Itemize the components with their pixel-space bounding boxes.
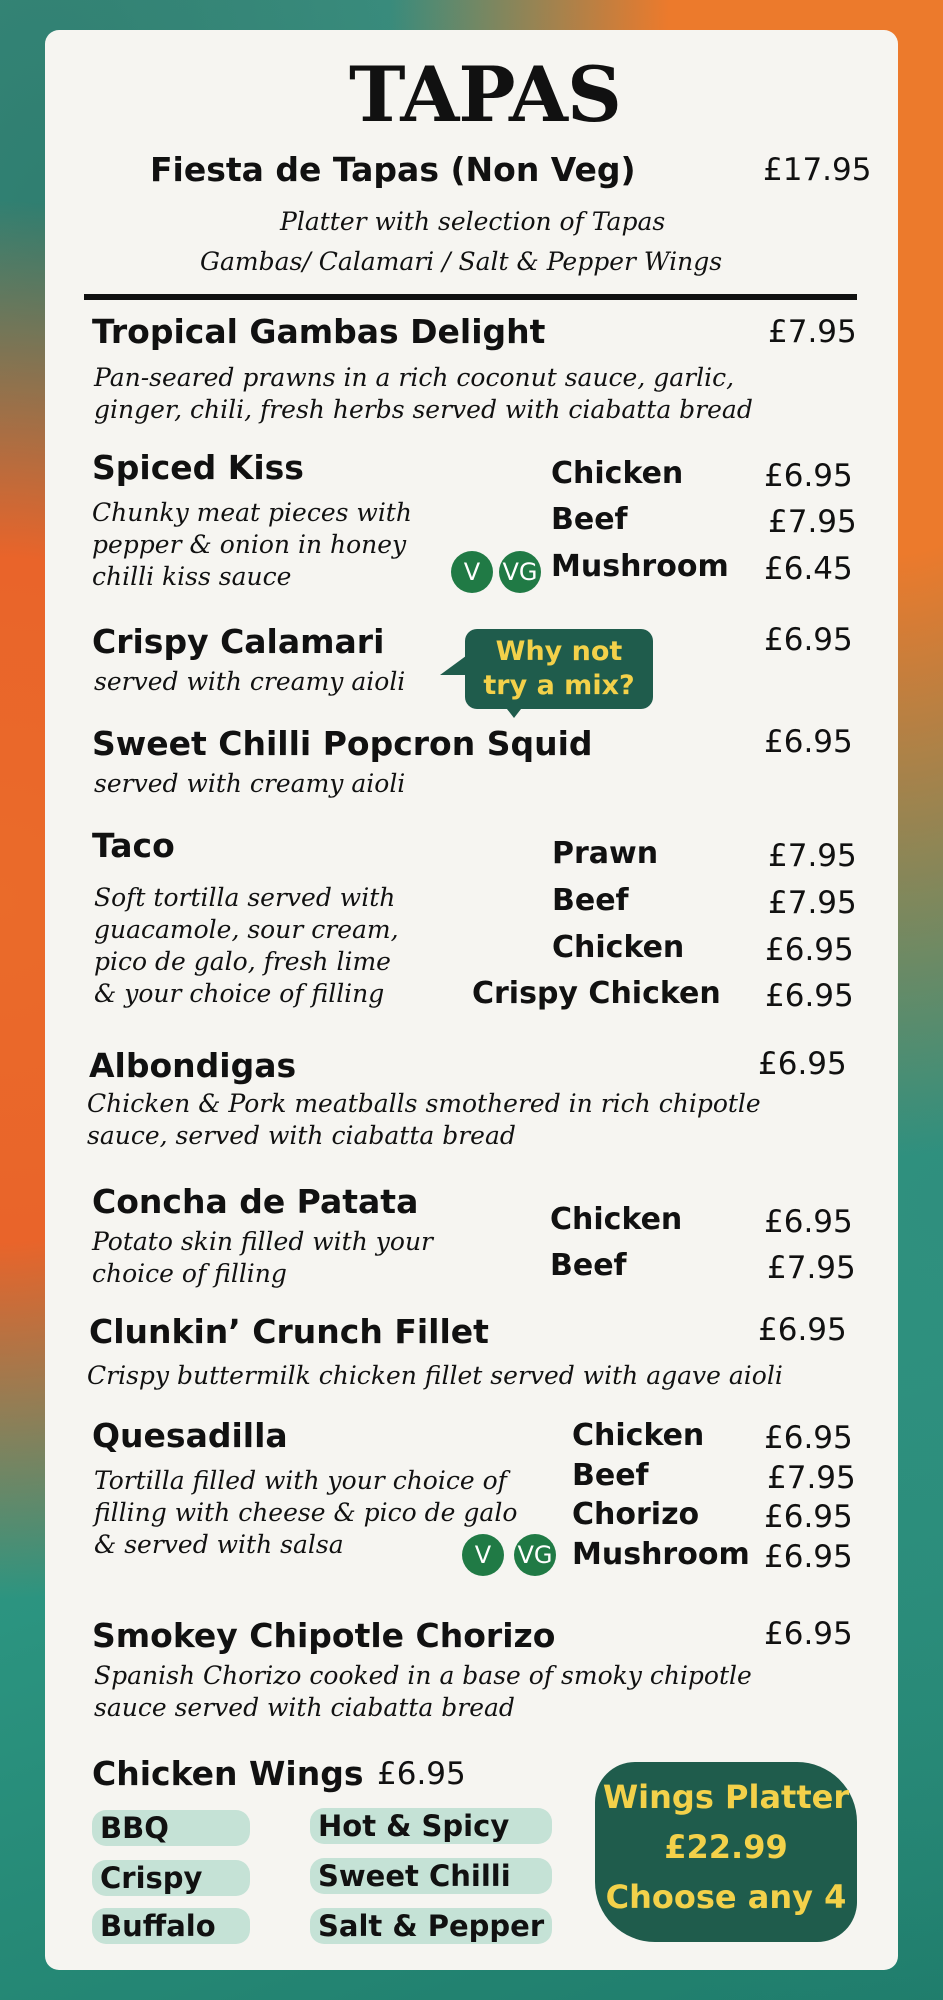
bubble-line-1: Why not bbox=[495, 636, 623, 667]
chorizo-price: £6.95 bbox=[764, 1616, 853, 1652]
concha-option-price: £6.95 bbox=[764, 1204, 853, 1240]
fiesta-name: Fiesta de Tapas (Non Veg) bbox=[150, 150, 636, 189]
gambas-name: Tropical Gambas Delight bbox=[92, 312, 546, 351]
concha-desc-1: Potato skin filled with your bbox=[92, 1227, 434, 1256]
quesadilla-option-price: £6.95 bbox=[764, 1499, 853, 1535]
wings-name: Chicken Wings bbox=[92, 1754, 364, 1793]
taco-desc-3: pico de galo, fresh lime bbox=[94, 947, 391, 976]
quesadilla-desc-1: Tortilla filled with your choice of bbox=[94, 1466, 507, 1495]
taco-option-price: £7.95 bbox=[768, 885, 857, 921]
quesadilla-option-price: £7.95 bbox=[767, 1460, 856, 1496]
calamari-desc: served with creamy aioli bbox=[94, 667, 406, 696]
wings-price: £6.95 bbox=[377, 1756, 466, 1792]
spiced-desc-1: Chunky meat pieces with bbox=[92, 498, 412, 527]
concha-option-label: Beef bbox=[550, 1248, 627, 1283]
calamari-name: Crispy Calamari bbox=[92, 622, 385, 661]
chorizo-desc-1: Spanish Chorizo cooked in a base of smoky chipotle bbox=[94, 1661, 752, 1690]
quesadilla-option-price: £6.95 bbox=[764, 1420, 853, 1456]
divider bbox=[84, 294, 857, 300]
quesadilla-option-label: Chicken bbox=[572, 1418, 705, 1453]
mix-speech-bubble bbox=[465, 629, 653, 709]
taco-option-price: £7.95 bbox=[768, 838, 857, 874]
wings-flavour: Salt & Pepper bbox=[310, 1908, 552, 1944]
taco-name: Taco bbox=[92, 826, 175, 865]
spiced-option-price: £6.45 bbox=[764, 551, 853, 587]
quesadilla-option-label: Mushroom bbox=[572, 1537, 750, 1572]
taco-option-price: £6.95 bbox=[765, 978, 854, 1014]
bubble-line-2: try a mix? bbox=[483, 670, 635, 701]
spiced-name: Spiced Kiss bbox=[92, 448, 304, 487]
taco-option-label: Chicken bbox=[552, 930, 685, 965]
vegan-badge: VG bbox=[499, 551, 541, 593]
spiced-option-label: Mushroom bbox=[551, 549, 729, 584]
quesadilla-desc-3: & served with salsa bbox=[94, 1530, 344, 1559]
taco-option-label: Prawn bbox=[552, 836, 659, 871]
squid-desc: served with creamy aioli bbox=[94, 769, 406, 798]
clunkin-price: £6.95 bbox=[758, 1312, 847, 1348]
taco-option-label: Beef bbox=[552, 883, 629, 918]
wings-platter-box bbox=[595, 1762, 857, 1942]
albondigas-name: Albondigas bbox=[89, 1046, 297, 1085]
quesadilla-name: Quesadilla bbox=[92, 1416, 288, 1455]
fiesta-desc-1: Platter with selection of Tapas bbox=[280, 207, 666, 236]
platter-line-3: Choose any 4 bbox=[605, 1878, 847, 1916]
calamari-price: £6.95 bbox=[764, 622, 853, 658]
quesadilla-option-label: Beef bbox=[572, 1458, 649, 1493]
gambas-desc-1: Pan-seared prawns in a rich coconut sauce, garlic, bbox=[94, 363, 735, 392]
taco-option-label: Crispy Chicken bbox=[472, 976, 721, 1011]
wings-flavour: Sweet Chilli bbox=[310, 1858, 552, 1894]
clunkin-desc: Crispy buttermilk chicken fillet served with agave aioli bbox=[87, 1361, 783, 1390]
taco-desc-1: Soft tortilla served with bbox=[94, 883, 396, 912]
chorizo-name: Smokey Chipotle Chorizo bbox=[92, 1616, 556, 1655]
fiesta-desc-2: Gambas/ Calamari / Salt & Pepper Wings bbox=[200, 247, 723, 276]
squid-price: £6.95 bbox=[764, 724, 853, 760]
wings-flavour: Crispy bbox=[92, 1860, 250, 1896]
concha-option-label: Chicken bbox=[550, 1202, 683, 1237]
wings-flavour: Hot & Spicy bbox=[310, 1808, 552, 1844]
taco-option-price: £6.95 bbox=[765, 932, 854, 968]
platter-line-1: Wings Platter bbox=[602, 1778, 850, 1816]
vegetarian-badge: V bbox=[462, 1534, 504, 1576]
vegan-badge: VG bbox=[514, 1534, 556, 1576]
vegetarian-badge: V bbox=[451, 551, 493, 593]
concha-option-price: £7.95 bbox=[767, 1250, 856, 1286]
chorizo-desc-2: sauce served with ciabatta bread bbox=[94, 1693, 515, 1722]
platter-price: £22.99 bbox=[664, 1828, 788, 1866]
spiced-option-price: £6.95 bbox=[764, 458, 853, 494]
taco-desc-2: guacamole, sour cream, bbox=[94, 915, 399, 944]
gambas-desc-2: ginger, chili, fresh herbs served with ciabatta bread bbox=[94, 395, 753, 424]
taco-desc-4: & your choice of filling bbox=[94, 979, 385, 1008]
clunkin-name: Clunkin’ Crunch Fillet bbox=[89, 1312, 489, 1351]
gambas-price: £7.95 bbox=[768, 314, 857, 350]
concha-desc-2: choice of filling bbox=[92, 1259, 287, 1288]
spiced-option-label: Chicken bbox=[551, 456, 684, 491]
albondigas-desc-2: sauce, served with ciabatta bread bbox=[87, 1121, 516, 1150]
albondigas-price: £6.95 bbox=[758, 1046, 847, 1082]
squid-name: Sweet Chilli Popcron Squid bbox=[92, 724, 593, 763]
spiced-desc-2: pepper & onion in honey bbox=[92, 530, 407, 559]
quesadilla-option-price: £6.95 bbox=[764, 1539, 853, 1575]
wings-flavour: Buffalo bbox=[92, 1908, 250, 1944]
quesadilla-desc-2: filling with cheese & pico de galo bbox=[94, 1498, 518, 1527]
spiced-option-label: Beef bbox=[551, 502, 628, 537]
wings-flavour: BBQ bbox=[92, 1810, 250, 1846]
concha-name: Concha de Patata bbox=[92, 1182, 419, 1221]
page-title: TAPAS bbox=[349, 50, 621, 139]
quesadilla-option-label: Chorizo bbox=[572, 1497, 700, 1532]
albondigas-desc-1: Chicken & Pork meatballs smothered in rich chipotle bbox=[87, 1089, 761, 1118]
spiced-option-price: £7.95 bbox=[768, 504, 857, 540]
spiced-desc-3: chilli kiss sauce bbox=[92, 562, 292, 591]
fiesta-price: £17.95 bbox=[763, 152, 872, 188]
